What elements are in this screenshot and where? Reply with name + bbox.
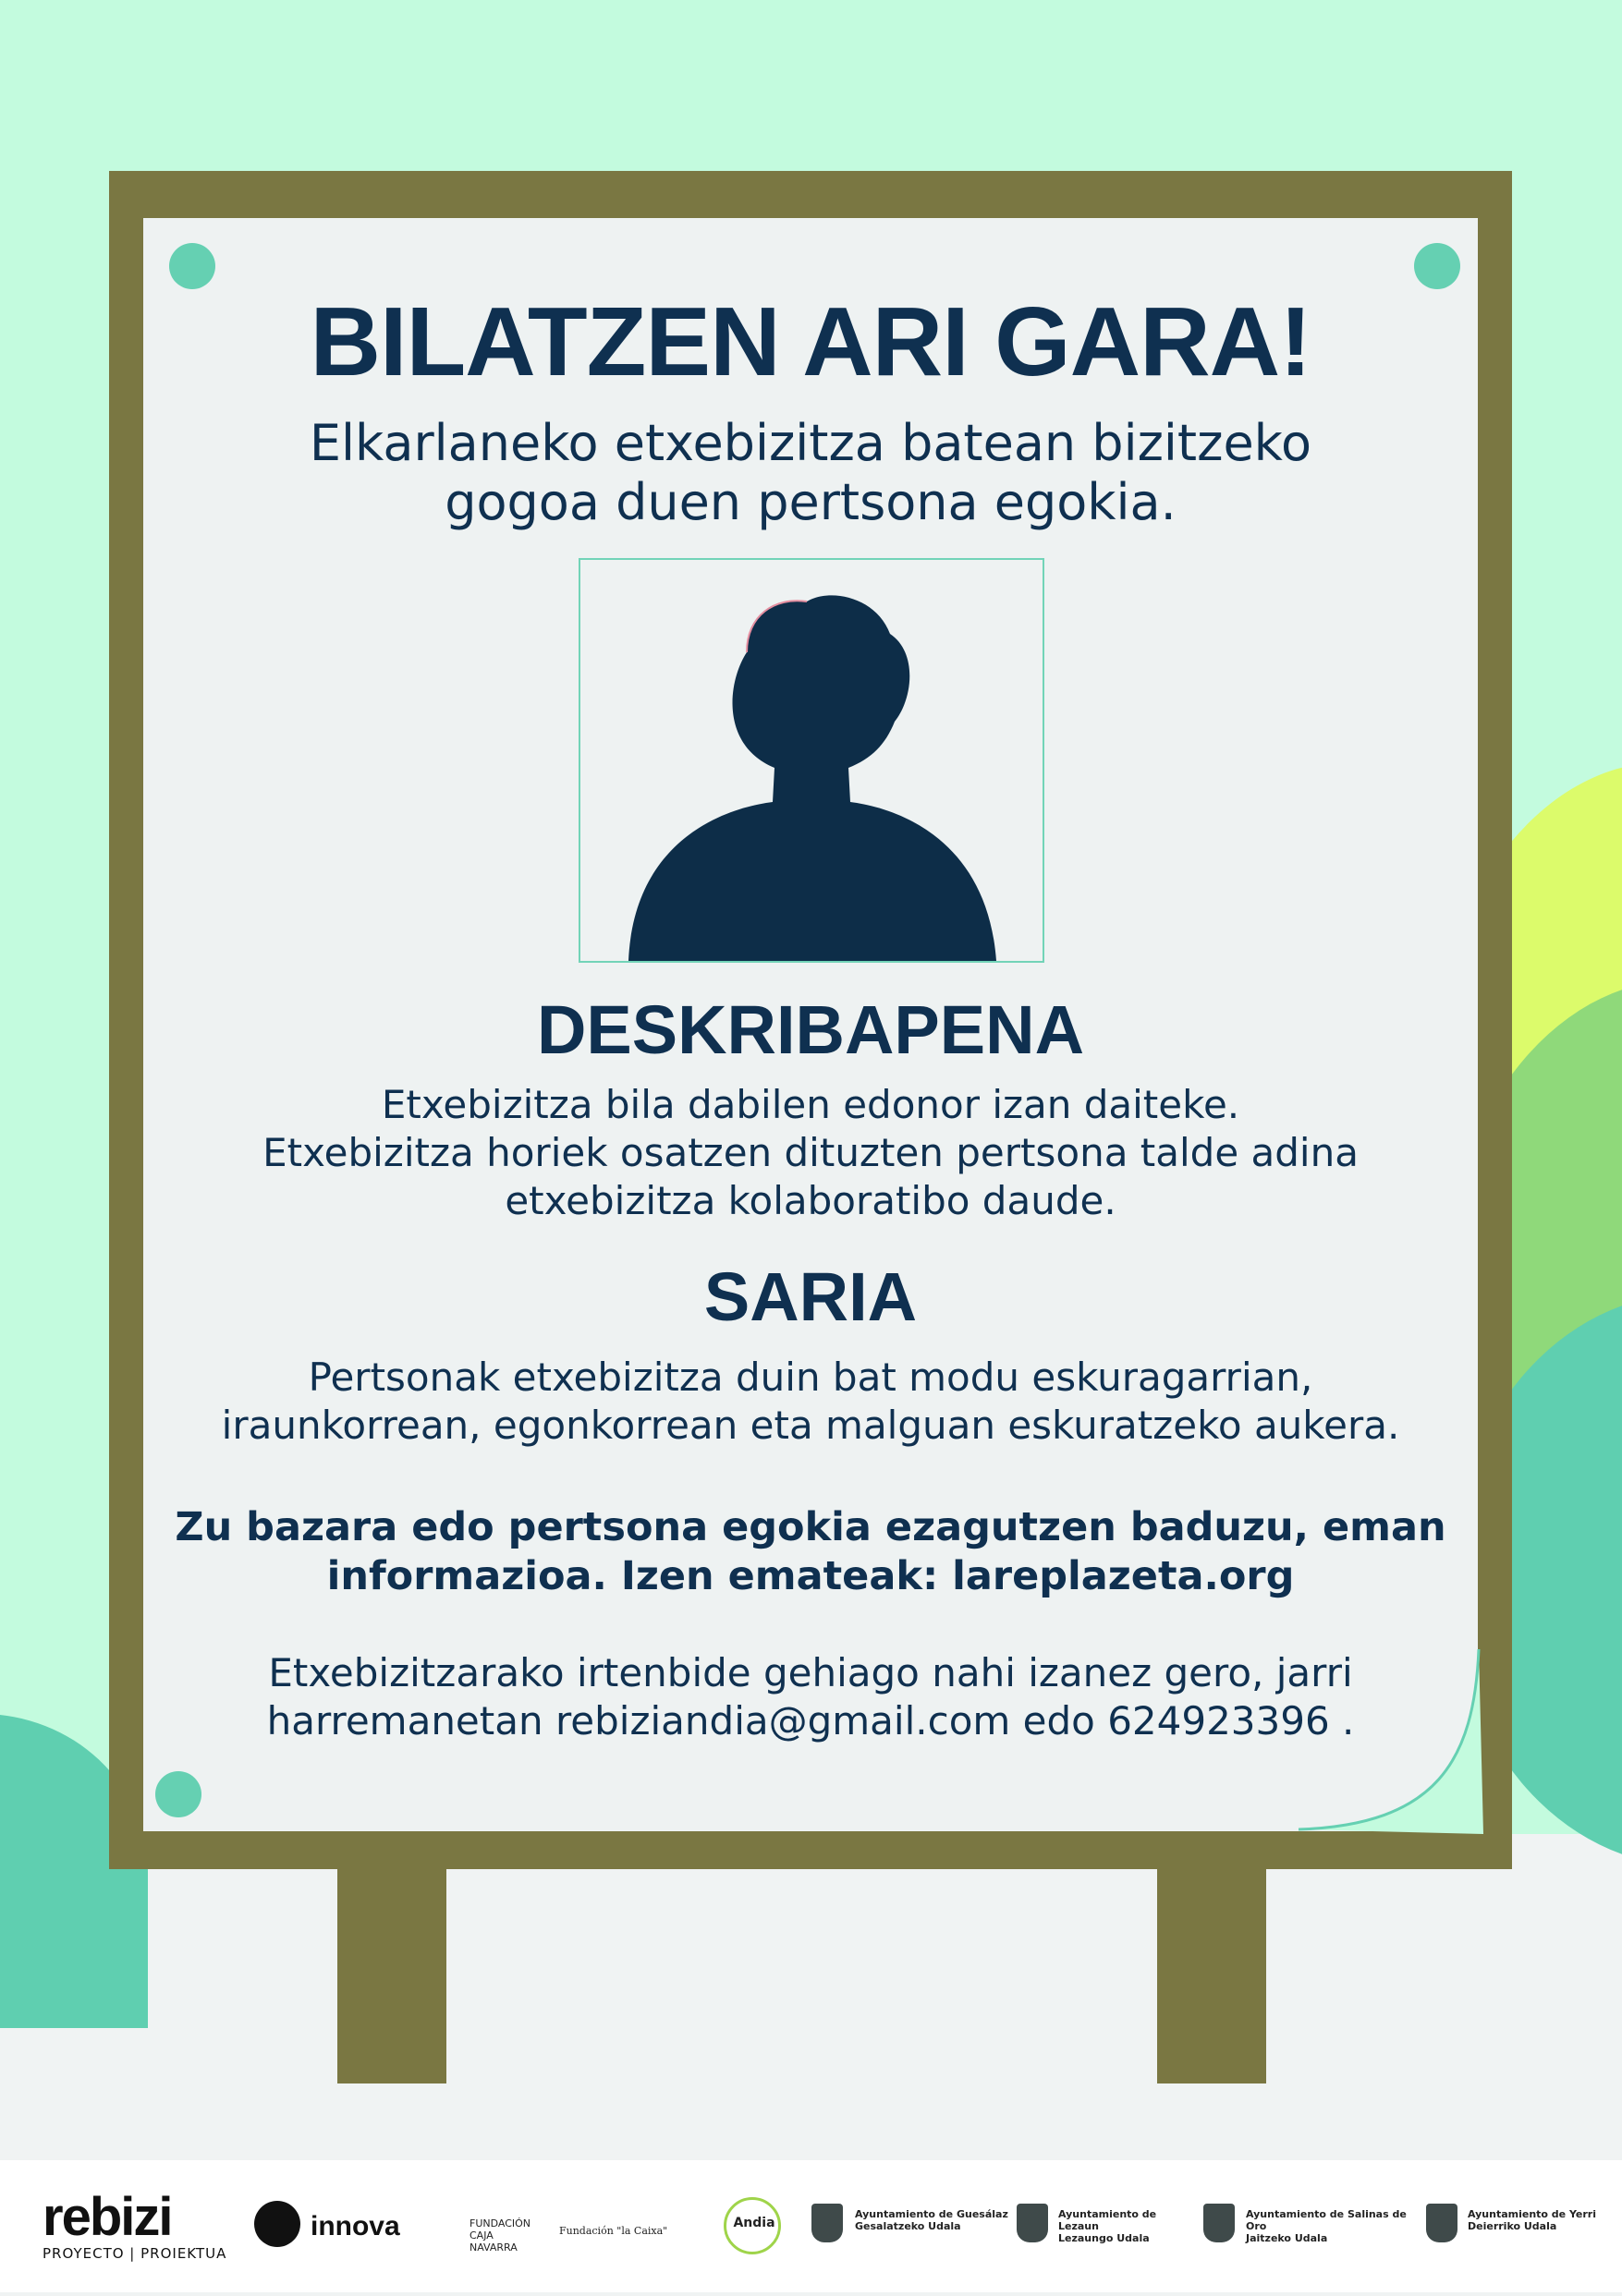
fundacion-la-caixa-logo: Fundación "la Caixa" — [559, 2225, 668, 2237]
guesalaz-crest-icon — [811, 2204, 843, 2242]
subtitle — [143, 414, 1478, 532]
guesalaz-line: Gesalatzeko Udala — [855, 2220, 961, 2232]
section-heading-description: DESKRIBAPENA — [536, 991, 1085, 1068]
cta-line: Zu bazara edo pertsona egokia ezagutzen baduzu, eman — [175, 1504, 1446, 1550]
guesalaz-line: Ayuntamiento de Guesálaz — [855, 2208, 1008, 2220]
subtitle-line: Elkarlaneko etxebizitza batean bizitzeko — [309, 414, 1312, 472]
pin-icon — [155, 1771, 201, 1817]
lezaun-line: Ayuntamiento de Lezaun — [1058, 2208, 1157, 2232]
innova-logo-icon — [254, 2201, 300, 2247]
person-silhouette-icon — [580, 560, 1043, 961]
lezaun-line: Lezaungo Udala — [1058, 2232, 1150, 2244]
subtitle-line: gogoa duen pertsona egokia. — [445, 473, 1177, 531]
salinas-line: Jaitzeko Udala — [1246, 2232, 1328, 2244]
rebizi-logo: rebizi — [43, 2187, 172, 2247]
description-line: Etxebizitza horiek osatzen dituzten pertsona talde adina — [262, 1130, 1359, 1175]
salinas-crest-icon — [1203, 2204, 1235, 2242]
contact-line[interactable]: harremanetan rebiziandia@gmail.com edo 624923396 . — [266, 1698, 1355, 1743]
cta-line[interactable]: informazioa. Izen emateak: lareplazeta.org — [326, 1553, 1295, 1599]
sign-post-left — [337, 1857, 446, 2083]
rebizi-tagline: PROYECTO | PROIEKTUA — [43, 2245, 227, 2262]
innova-logo: innova — [311, 2211, 400, 2241]
fundacion-caja-navarra-logo: FUNDACIÓN CAJA NAVARRA — [470, 2217, 531, 2253]
yerri-line: Deierriko Udala — [1468, 2220, 1557, 2232]
salinas-logo — [1246, 2208, 1421, 2244]
guesalaz-logo — [855, 2208, 1012, 2232]
salinas-line: Ayuntamiento de Salinas de Oro — [1246, 2208, 1407, 2232]
reward-text — [143, 1354, 1478, 1450]
call-to-action — [143, 1503, 1478, 1601]
contact-line: Etxebizitzarako irtenbide gehiago nahi izanez gero, jarri — [268, 1650, 1353, 1695]
pin-icon — [1414, 243, 1460, 289]
yerri-line: Ayuntamiento de Yerri — [1468, 2208, 1597, 2220]
lezaun-crest-icon — [1017, 2204, 1048, 2242]
yerri-crest-icon — [1426, 2204, 1457, 2242]
pin-icon — [169, 243, 215, 289]
page-title: BILATZEN ARI GARA! — [310, 287, 1311, 396]
andia-logo: Andia — [733, 2216, 775, 2230]
yerri-logo — [1468, 2208, 1606, 2232]
sign-post-right — [1157, 1857, 1266, 2083]
reward-line: Pertsonak etxebizitza duin bat modu eskuragarrian, — [308, 1355, 1313, 1400]
contact-info — [143, 1649, 1478, 1745]
description-text — [143, 1081, 1478, 1225]
section-heading-reward: SARIA — [703, 1258, 918, 1335]
reward-line: iraunkorrean, egonkorrean eta malguan eskuratzeko aukera. — [221, 1403, 1400, 1448]
photo-frame — [579, 558, 1044, 963]
description-line: etxebizitza kolaboratibo daude. — [505, 1178, 1116, 1223]
lezaun-logo — [1058, 2208, 1197, 2244]
description-line: Etxebizitza bila dabilen edonor izan daiteke. — [381, 1082, 1240, 1127]
